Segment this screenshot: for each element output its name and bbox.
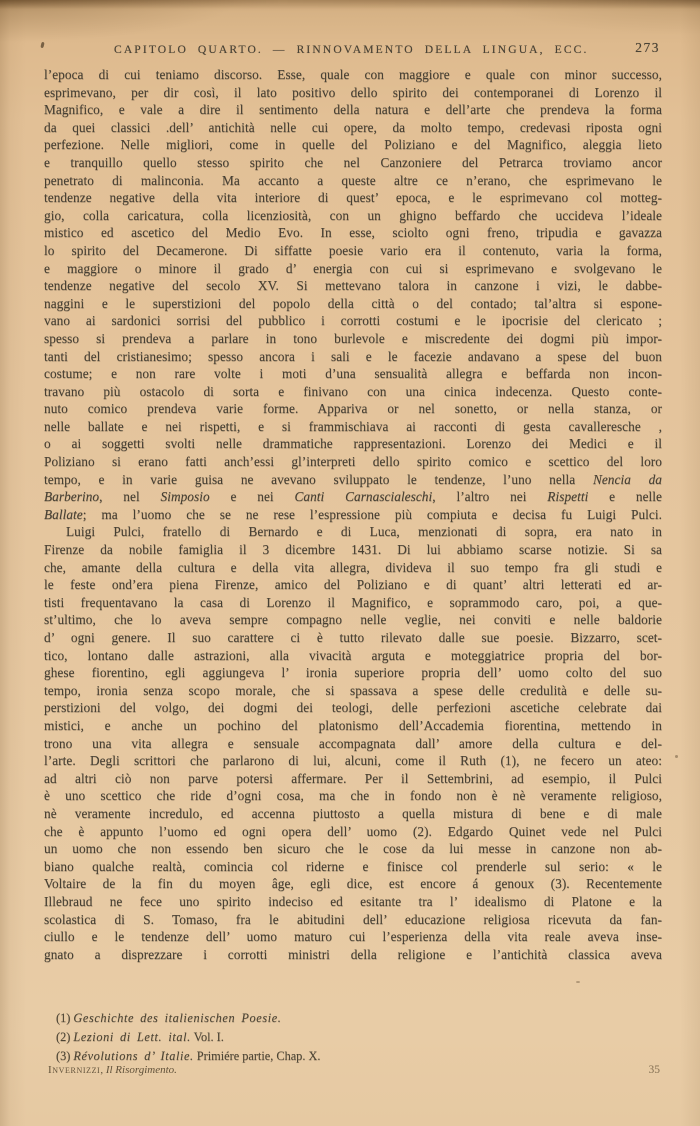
- text-line: Illebraud ne fece uno spirito indeciso ed esitante tra l’ idealismo di Platone e la: [44, 893, 662, 909]
- text-line: trono una vita allegra e sensuale accompagnata dall’ amore della cultura e del-: [44, 735, 662, 751]
- text-line: perfezione. Nelle migliori, come in quelle del Poliziano e del Magnifico, aleggia lieto: [44, 137, 662, 153]
- text-line: Ballate; ma l’uomo che se ne rese l’espressione più compiuta e decisa fu Luigi Pulci.: [44, 506, 662, 522]
- text-line: esprimevano, per dir così, il lato positivo dello spirito dei contemporanei di Lorenzo il: [44, 84, 662, 100]
- text-line: mistico ed ascetico del Medio Evo. In esse, sciolto ogni freno, tripudia e gavazza: [44, 225, 662, 241]
- sheet-number: 35: [648, 1064, 660, 1076]
- ink-speck: [675, 755, 678, 758]
- text-line: perstizioni del volgo, dei dogmi dei teologi, delle perfezioni ascetiche celebrate dai: [44, 700, 662, 716]
- text-line: st’ultimo, che lo aveva sempre compagno nelle veglie, nei conviti e nelle baldorie: [44, 612, 662, 628]
- book-signature: Invernizzi, Il Risorgimento.: [48, 1064, 177, 1076]
- text-line: da quei classici .dell’ antichità nelle cui opere, da molto tempo, credevasi riposta ogni: [44, 119, 662, 135]
- text-line: l’epoca di cui teniamo discorso. Esse, quale con maggiore e quale con minor successo,: [44, 67, 662, 82]
- text-line: travano più ostacolo di sorta e finivano con una cinica indecenza. Questo conte-: [44, 383, 662, 399]
- text-line: gio, colla caricatura, colla licenziosità, con un ghigno beffardo che uccideva l’ideale: [44, 207, 662, 223]
- text-line: e tranquillo quello stesso spirito che nel Canzoniere del Petrarca troviamo ancor: [44, 154, 662, 170]
- scan-edge-shadow: [0, 0, 700, 9]
- body-text: [44, 66, 662, 963]
- text-line: naggini e le superstizioni del popolo della città o del contado; tal’altra si espone-: [44, 295, 662, 311]
- text-line: tico, lontano dalle astrazioni, alla vivacità arguta e moteggiatrice propria del bor-: [44, 647, 662, 663]
- text-line: ciullo e le tendenze dell’ uomo maturo cui l’esperienza della vita reale aveva inse-: [44, 929, 662, 945]
- text-line: scolastica di S. Tomaso, fra le abitudini dell’ educazione religiosa ricevuta da fan-: [44, 911, 662, 927]
- text-line: Magnifico, e vale a dire il sentimento della natura e dell’arte che prendeva la forma: [44, 102, 662, 118]
- text-line: lo spirito del Decamerone. Di siffatte poesie vario era il contenuto, varia la forma,: [44, 242, 662, 258]
- text-line: o ai soggetti svolti nelle drammatiche rappresentazioni. Lorenzo dei Medici e il: [44, 436, 662, 452]
- text-line: tendenze negative della vita interiore di quest’ epoca, e le esprimevano col motteg-: [44, 190, 662, 206]
- text-line: mistici, e anche un pochino del platonismo dell’Accademia fiorentina, mettendo in: [44, 717, 662, 733]
- footnote: (3) Révolutions d’ Italie. Primiére partie, Chap. X.: [56, 1048, 321, 1063]
- text-line: Barberino, nel Simposio e nei Canti Carnascialeschi, l’altro nei Rispetti e nelle: [44, 489, 662, 505]
- text-line: Firenze da nobile famiglia il 3 dicembre 1431. Di lui abbiamo scarse notizie. Si sa: [44, 542, 662, 558]
- text-line: nè veramente incredulo, ed accenna piuttosto a quella mistura di bene e di male: [44, 805, 662, 821]
- text-line: tempo, ironia senza scopo morale, che si spassava a spese delle credulità e delle su-: [44, 682, 662, 698]
- ink-speck: [576, 981, 580, 983]
- text-line: ad altri ciò non parve potersi affermare. Per il Settembrini, ad esempio, il Pulci: [44, 770, 662, 786]
- footnotes: [44, 1009, 662, 1065]
- text-line: nelle ballate e nei rispetti, e si frammischiava ai racconti di gesta cavalleresche ,: [44, 418, 662, 434]
- text-line: è uno scettico che ride d’ogni cosa, ma che in fondo non è nè veramente religioso,: [44, 788, 662, 804]
- footnote: (2) Lezioni di Lett. ital. Vol. I.: [56, 1029, 224, 1044]
- text-line: tisti frequentavano la casa di Lorenzo il Magnifico, e soprammodo caro, poi, a que-: [44, 594, 662, 610]
- text-line: ghese fiorentino, egli aggiungeva l’ ironia superiore propria dell’ uomo colto del suo: [44, 665, 662, 681]
- text-line: tempo, e in varie guisa ne avevano sviluppato le tendenze, l’uno nella Nencia da: [44, 471, 662, 487]
- running-head: [44, 40, 662, 59]
- page-footer: [44, 1064, 666, 1076]
- paragraph: [44, 66, 662, 523]
- text-line: Poliziano si erano fatti anch’essi gl’interpreti dello spirito comico e scettico del loro: [44, 454, 662, 470]
- text-line: e maggiore o minore il grado d’ energia con cui si esprimevano e svolgevano le: [44, 260, 662, 276]
- running-title: CAPITOLO QUARTO. — RINNOVAMENTO DELLA LINGUA, ECC.: [114, 43, 589, 56]
- text-line: Voltaire de la fin du moyen âge, egli dice, est encore á genoux (3). Recentemente: [44, 876, 662, 892]
- paragraph: [44, 523, 662, 963]
- text-line: biano qualche realtà, comincia col riderne e finisce col prenderle sul serio: « le: [44, 858, 662, 874]
- text-line: vano ai sardonici sorrisi del pubblico i corrotti costumi e le ipocrisie del clericato ;: [44, 313, 662, 329]
- text-line: le feste ond’era piena Firenze, amico del Poliziano e di quant’ altri letterati ed ar-: [44, 577, 662, 593]
- footnote: (1) Geschichte des italienischen Poesie.: [56, 1011, 282, 1025]
- text-line: un uomo che non essendo ben sicuro che le cose da lui messe in canzone non ab-: [44, 841, 662, 857]
- text-line: costume; e non rare volte i moti d’una sensualità allegra e beffarda non incon-: [44, 366, 662, 382]
- page-number: 273: [635, 40, 660, 55]
- text-line: Luigi Pulci, fratello di Bernardo e di Luca, menzionati di sopra, era nato in: [66, 524, 662, 540]
- text-line: che è appunto l’uomo ed ogni opera dell’ uomo (2). Edgardo Quinet vede nel Pulci: [44, 823, 662, 839]
- text-line: gnato a disprezzare i corrotti ministri della religione e l’antichità classica aveva: [44, 946, 662, 962]
- text-line: tanti del cristianesimo; spesso ancora i sali e le facezie andavano a spese del buon: [44, 348, 662, 364]
- text-line: spesso si prendeva a parlare in tono burlevole e miscredente dei dogmi più impor-: [44, 330, 662, 346]
- text-line: l’arte. Degli scrittori che parlarono di lui, alcuni, come il Ruth (1), ne fecero un ateo:: [44, 753, 662, 769]
- text-line: nuto comico prendeva varie forme. Appariva or nel sonetto, or nella stanza, or: [44, 401, 662, 417]
- text-line: tendenze negative del secolo XV. Si mettevano talora in canzone i vizi, le dabbe-: [44, 278, 662, 294]
- text-line: che, amante della cultura e della vita allegra, divideva il suo tempo fra gli studi e: [44, 559, 662, 575]
- text-line: d’ ogni genere. Il suo carattere ci è tutto rilevato dalle sue poesie. Bizzarro, scet-: [44, 630, 662, 645]
- text-line: penetrato di malinconia. Ma accanto a queste altre ce n’erano, che esprimevano le: [44, 172, 662, 188]
